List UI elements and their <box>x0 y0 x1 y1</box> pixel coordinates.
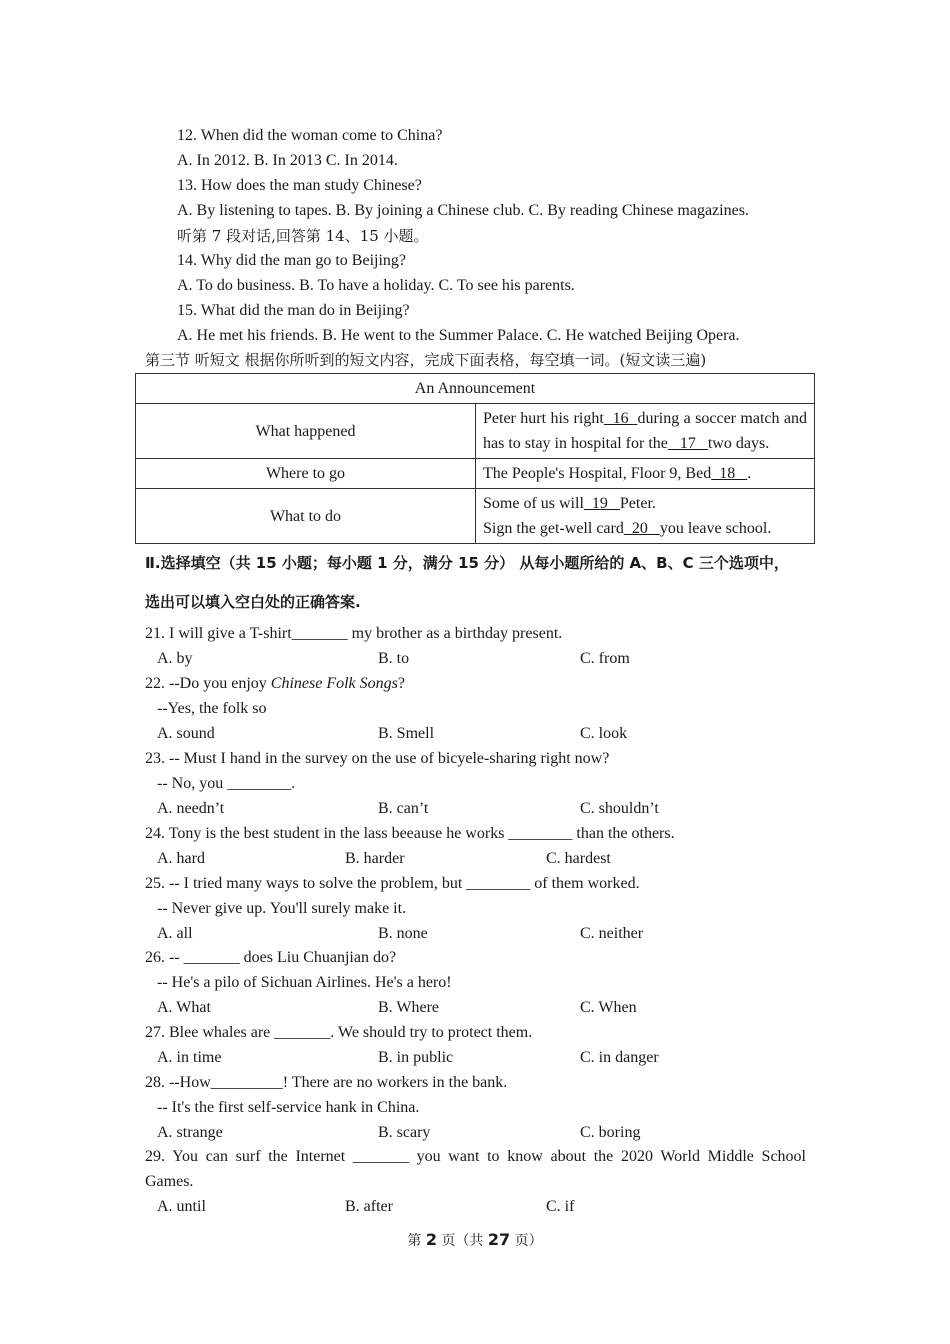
option-c: C. shouldn’t <box>580 800 659 817</box>
song-title: Chinese Folk Songs <box>270 675 398 692</box>
question-25-reply: -- Never give up. You'll surely make it. <box>157 900 407 917</box>
option-a: A. strange <box>157 1124 223 1141</box>
option-c: C. When <box>580 999 637 1016</box>
text-segment: Peter hurt his right <box>483 410 604 427</box>
options-13: A. By listening to tapes. B. By joining a Chinese club. C. By reading Chinese magazines. <box>177 202 749 219</box>
blank-20: 20 <box>623 520 660 537</box>
text-segment: two days. <box>707 435 770 452</box>
option-c: C. in danger <box>580 1049 659 1066</box>
option-b: B. none <box>378 925 428 942</box>
blank-19: 19 <box>583 495 620 512</box>
page-footer <box>0 1230 950 1250</box>
option-b: B. in public <box>378 1049 454 1066</box>
option-b: B. scary <box>378 1124 431 1141</box>
footer-suffix: 页） <box>514 1233 543 1249</box>
text-segment: Peter. <box>619 495 656 512</box>
text-segment: Sign the get-well card <box>483 520 624 537</box>
row-value-where-to-go <box>476 459 815 489</box>
text-segment: during a soccer match and has to stay in hospital for the <box>483 410 808 452</box>
blank-17: 17 <box>667 435 708 452</box>
question-15: 15. What did the man do in Beijing? <box>177 302 410 319</box>
question-27: 27. Blee whales are _______. We should try to protect them. <box>145 1024 533 1041</box>
question-21: 21. I will give a T-shirt_______ my brother as a birthday present. <box>145 625 563 642</box>
option-c: C. look <box>580 725 628 742</box>
question-13: 13. How does the man study Chinese? <box>177 177 422 194</box>
option-c: C. if <box>546 1198 575 1215</box>
option-a: A. sound <box>157 725 215 742</box>
question-29: 29. You can surf the Internet _______ you want to know about the 2020 World Middle School <box>145 1148 806 1165</box>
total-pages: 27 <box>487 1230 511 1249</box>
option-a: A. in time <box>157 1049 222 1066</box>
question-28: 28. --How_________! There are no workers in the bank. <box>145 1074 508 1091</box>
option-a: A. needn’t <box>157 800 225 817</box>
instruction-dialogue-7: 听第 7 段对话,回答第 14、15 小题。 <box>177 227 429 245</box>
question-26: 26. -- _______ does Liu Chuanjian do? <box>145 949 397 966</box>
question-23: 23. -- Must I hand in the survey on the use of bicyele-sharing right now? <box>145 750 610 767</box>
option-c: C. boring <box>580 1124 641 1141</box>
row-label-where-to-go: Where to go <box>136 459 476 489</box>
table-title: An Announcement <box>136 374 815 404</box>
text-segment: Some of us will <box>483 495 584 512</box>
option-a: A. What <box>157 999 211 1016</box>
option-b: B. can’t <box>378 800 429 817</box>
options-12: A. In 2012. B. In 2013 C. In 2014. <box>177 152 398 169</box>
text-segment: The People's Hospital, Floor 9, Bed <box>483 465 712 482</box>
option-b: B. Where <box>378 999 440 1016</box>
question-25: 25. -- I tried many ways to solve the problem, but ________ of them worked. <box>145 875 640 892</box>
question-24: 24. Tony is the best student in the lass beeause he works ________ than the others. <box>145 825 675 842</box>
option-a: A. until <box>157 1198 206 1215</box>
row-value-what-happened <box>476 404 815 459</box>
option-b: B. to <box>378 650 410 667</box>
question-22: 22. --Do you enjoy Chinese Folk Songs? <box>145 675 405 692</box>
options-14: A. To do business. B. To have a holiday. C. To see his parents. <box>177 277 575 294</box>
option-c: C. neither <box>580 925 644 942</box>
option-b: B. harder <box>345 850 405 867</box>
footer-mid: 页（共 <box>441 1233 484 1249</box>
row-value-what-to-do <box>476 489 815 544</box>
blank-18: 18 <box>711 465 748 482</box>
question-22-reply: --Yes, the folk so <box>157 700 267 717</box>
page-number: 2 <box>425 1230 437 1249</box>
question-26-reply: -- He's a pilo of Sichuan Airlines. He's a hero! <box>157 974 452 991</box>
options-15: A. He met his friends. B. He went to the Summer Palace. C. He watched Beijing Opera. <box>177 327 740 344</box>
question-29-cont: Games. <box>145 1173 194 1190</box>
question-12: 12. When did the woman come to China? <box>177 127 443 144</box>
option-a: A. all <box>157 925 193 942</box>
question-28-reply: -- It's the first self-service hank in China. <box>157 1099 420 1116</box>
question-23-reply: -- No, you ________. <box>157 775 296 792</box>
row-label-what-to-do: What to do <box>136 489 476 544</box>
question-14: 14. Why did the man go to Beijing? <box>177 252 407 269</box>
option-c: C. hardest <box>546 850 611 867</box>
option-b: B. after <box>345 1198 393 1215</box>
blank-16: 16 <box>603 410 638 427</box>
announcement-table <box>135 373 815 544</box>
footer-prefix: 第 <box>407 1233 422 1249</box>
section-2-heading: Ⅱ.选择填空（共 15 小题；每小题 1 分，满分 15 分） 从每小题所给的 A、B、C 三个选项中， <box>145 554 789 572</box>
row-label-what-happened: What happened <box>136 404 476 459</box>
text-segment: . <box>747 465 752 482</box>
option-a: A. by <box>157 650 193 667</box>
option-b: B. Smell <box>378 725 435 742</box>
text-segment: you leave school. <box>659 520 772 537</box>
option-c: C. from <box>580 650 630 667</box>
section-2-heading-cont: 选出可以填入空白处的正确答案. <box>145 593 361 611</box>
option-a: A. hard <box>157 850 205 867</box>
section-3-instruction: 第三节 听短文 根据你所听到的短文内容，完成下面表格，每空填一词。(短文读三遍) <box>145 351 707 369</box>
